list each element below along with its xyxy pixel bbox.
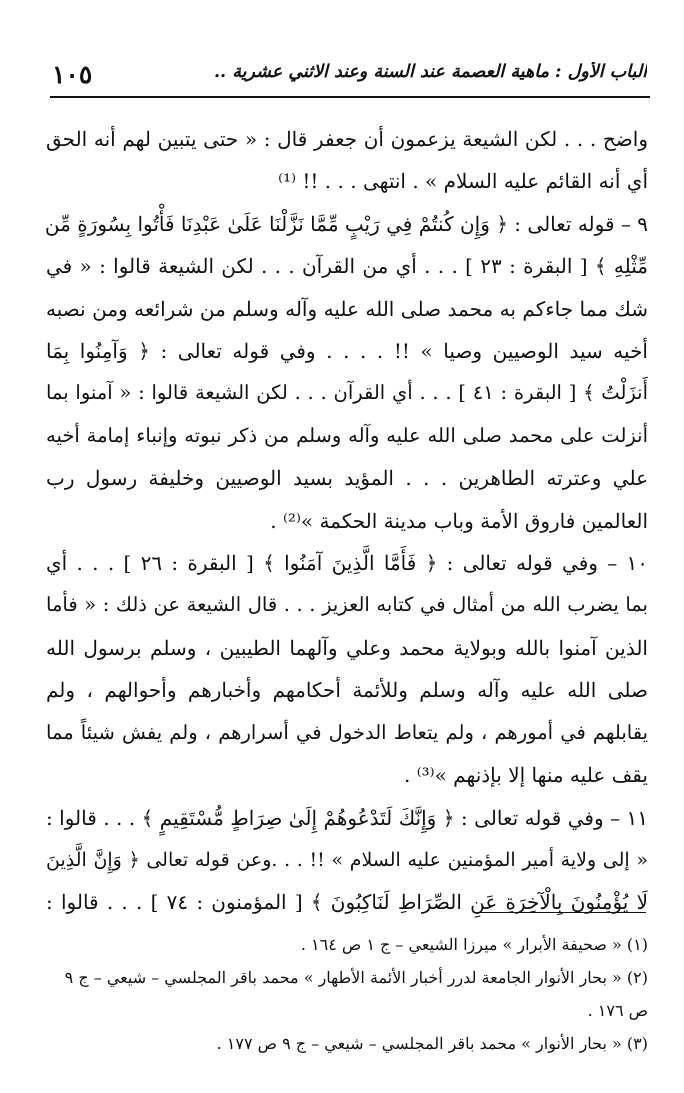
text-line: صلى الله عليه وآله وسلم وللأئمة أحكامهم وأخبارهم وأحوالهم ، ولم [46, 678, 648, 703]
chapter-title: الباب الأول : ماهية العصمة عند السنة وعند الاثني عشرية .. [213, 62, 647, 82]
text-line: الذين آمنوا بالله وبولاية محمد وعلي وآلهما الطيبين ، وسلم برسول الله [46, 635, 648, 660]
running-header [52, 58, 647, 96]
text-line: « إلى ولاية أمير المؤمنين عليه السلام » !! . . .وعن قوله تعالى ﴿ وَإِنَّ الَّذِينَ [46, 848, 648, 871]
text-line: العالمين فاروق الأمة وباب مدينة الحكمة »⁽²⁾ . [270, 508, 648, 533]
text-line: علي وعترته الطاهرين . . . المؤيد بسيد الوصيين وخليفة رسول رب [46, 466, 648, 491]
text-line: شك مما جاءكم به محمد صلى الله عليه وآله وسلم من شرائعه ومن نصبه [46, 296, 648, 321]
text-line: ١١ – وفي قوله تعالى : ﴿ وَإِنَّكَ لَتَدْعُوهُمْ إِلَىٰ صِرَاطٍ مُّسْتَقِيمٍ ﴾ . . . قالوا : [46, 805, 648, 830]
text-line: أنزلت على محمد صلى الله عليه وآله وسلم من ذكر نبوته وإنباء إمامة أخيه [46, 423, 648, 447]
text-line: ١٠ – وفي قوله تعالى : ﴿ فَأَمَّا الَّذِينَ آمَنُوا ﴾ [ البقرة : ٢٦ ] . . . أي [46, 551, 648, 576]
text-line: بما يضرب الله من أمثال في كتابه العزيز . . . قال الشيعة عن ذلك : « فأما [46, 593, 648, 617]
text-line: أي أنه القائم عليه السلام » . انتهى . . . !! ⁽¹⁾ [278, 169, 648, 194]
text-line: مِّثْلِهِ ﴾ [ البقرة : ٢٣ ] . . . أي من القرآن . . . لكن الشيعة قالوا : « في [46, 254, 648, 279]
footnote: (٢) « بحار الأنوار الجامعة لدرر أخبار الأئمة الأطهار » محمد باقر المجلسي – شيعي – ج ٩ [64, 968, 648, 987]
text-line: أخيه سيد الوصيين وصيا » !! . . . . وفي قوله تعالى : ﴿ وَآمِنُوا بِمَا [46, 339, 648, 364]
footnote-continuation: ص ١٧٦ . [587, 1001, 648, 1020]
text-line: أَنزَلْتُ ﴾ [ البقرة : ٤١ ] . . . أي القرآن . . . لكن الشيعة قالوا : « آمنوا بما [46, 381, 649, 405]
footnote-divider [476, 912, 646, 913]
page-number: ١٠٥ [52, 60, 93, 89]
text-line: ٩ – قوله تعالى : ﴿ وَإِن كُنتُمْ فِي رَيْبٍ مِّمَّا نَزَّلْنَا عَلَىٰ عَبْدِنَا فَأْتُوا بِسُورَةٍ مِّن [44, 211, 648, 236]
main-text [46, 118, 648, 924]
text-line: لَا يُؤْمِنُونَ بِالْآخِرَةِ عَنِ الصِّرَاطِ لَنَاكِبُونَ ﴾ [ المؤمنون : ٧٤ ] . . . قالوا : [46, 890, 648, 915]
text-line: واضح . . . لكن الشيعة يزعمون أن جعفر قال : « حتى يتبين لهم أنه الحق [46, 127, 648, 151]
footnote: (١) « صحيفة الأبرار » ميرزا الشيعي – ج ١ ص ١٦٤ . [300, 935, 648, 954]
footnotes [46, 928, 648, 1060]
footnote: (٣) « بحار الأنوار » محمد باقر المجلسي – شيعي – ج ٩ ص ١٧٧ . [216, 1034, 648, 1053]
header-divider [50, 96, 650, 98]
text-line: يقف عليه منها إلا بإذنهم »⁽³⁾ . [404, 763, 648, 788]
text-line: يقابلهم في أمورهم ، ولم يتعاط الدخول في أسرارهم ، ولم يفش شيئاً مما [46, 720, 648, 744]
